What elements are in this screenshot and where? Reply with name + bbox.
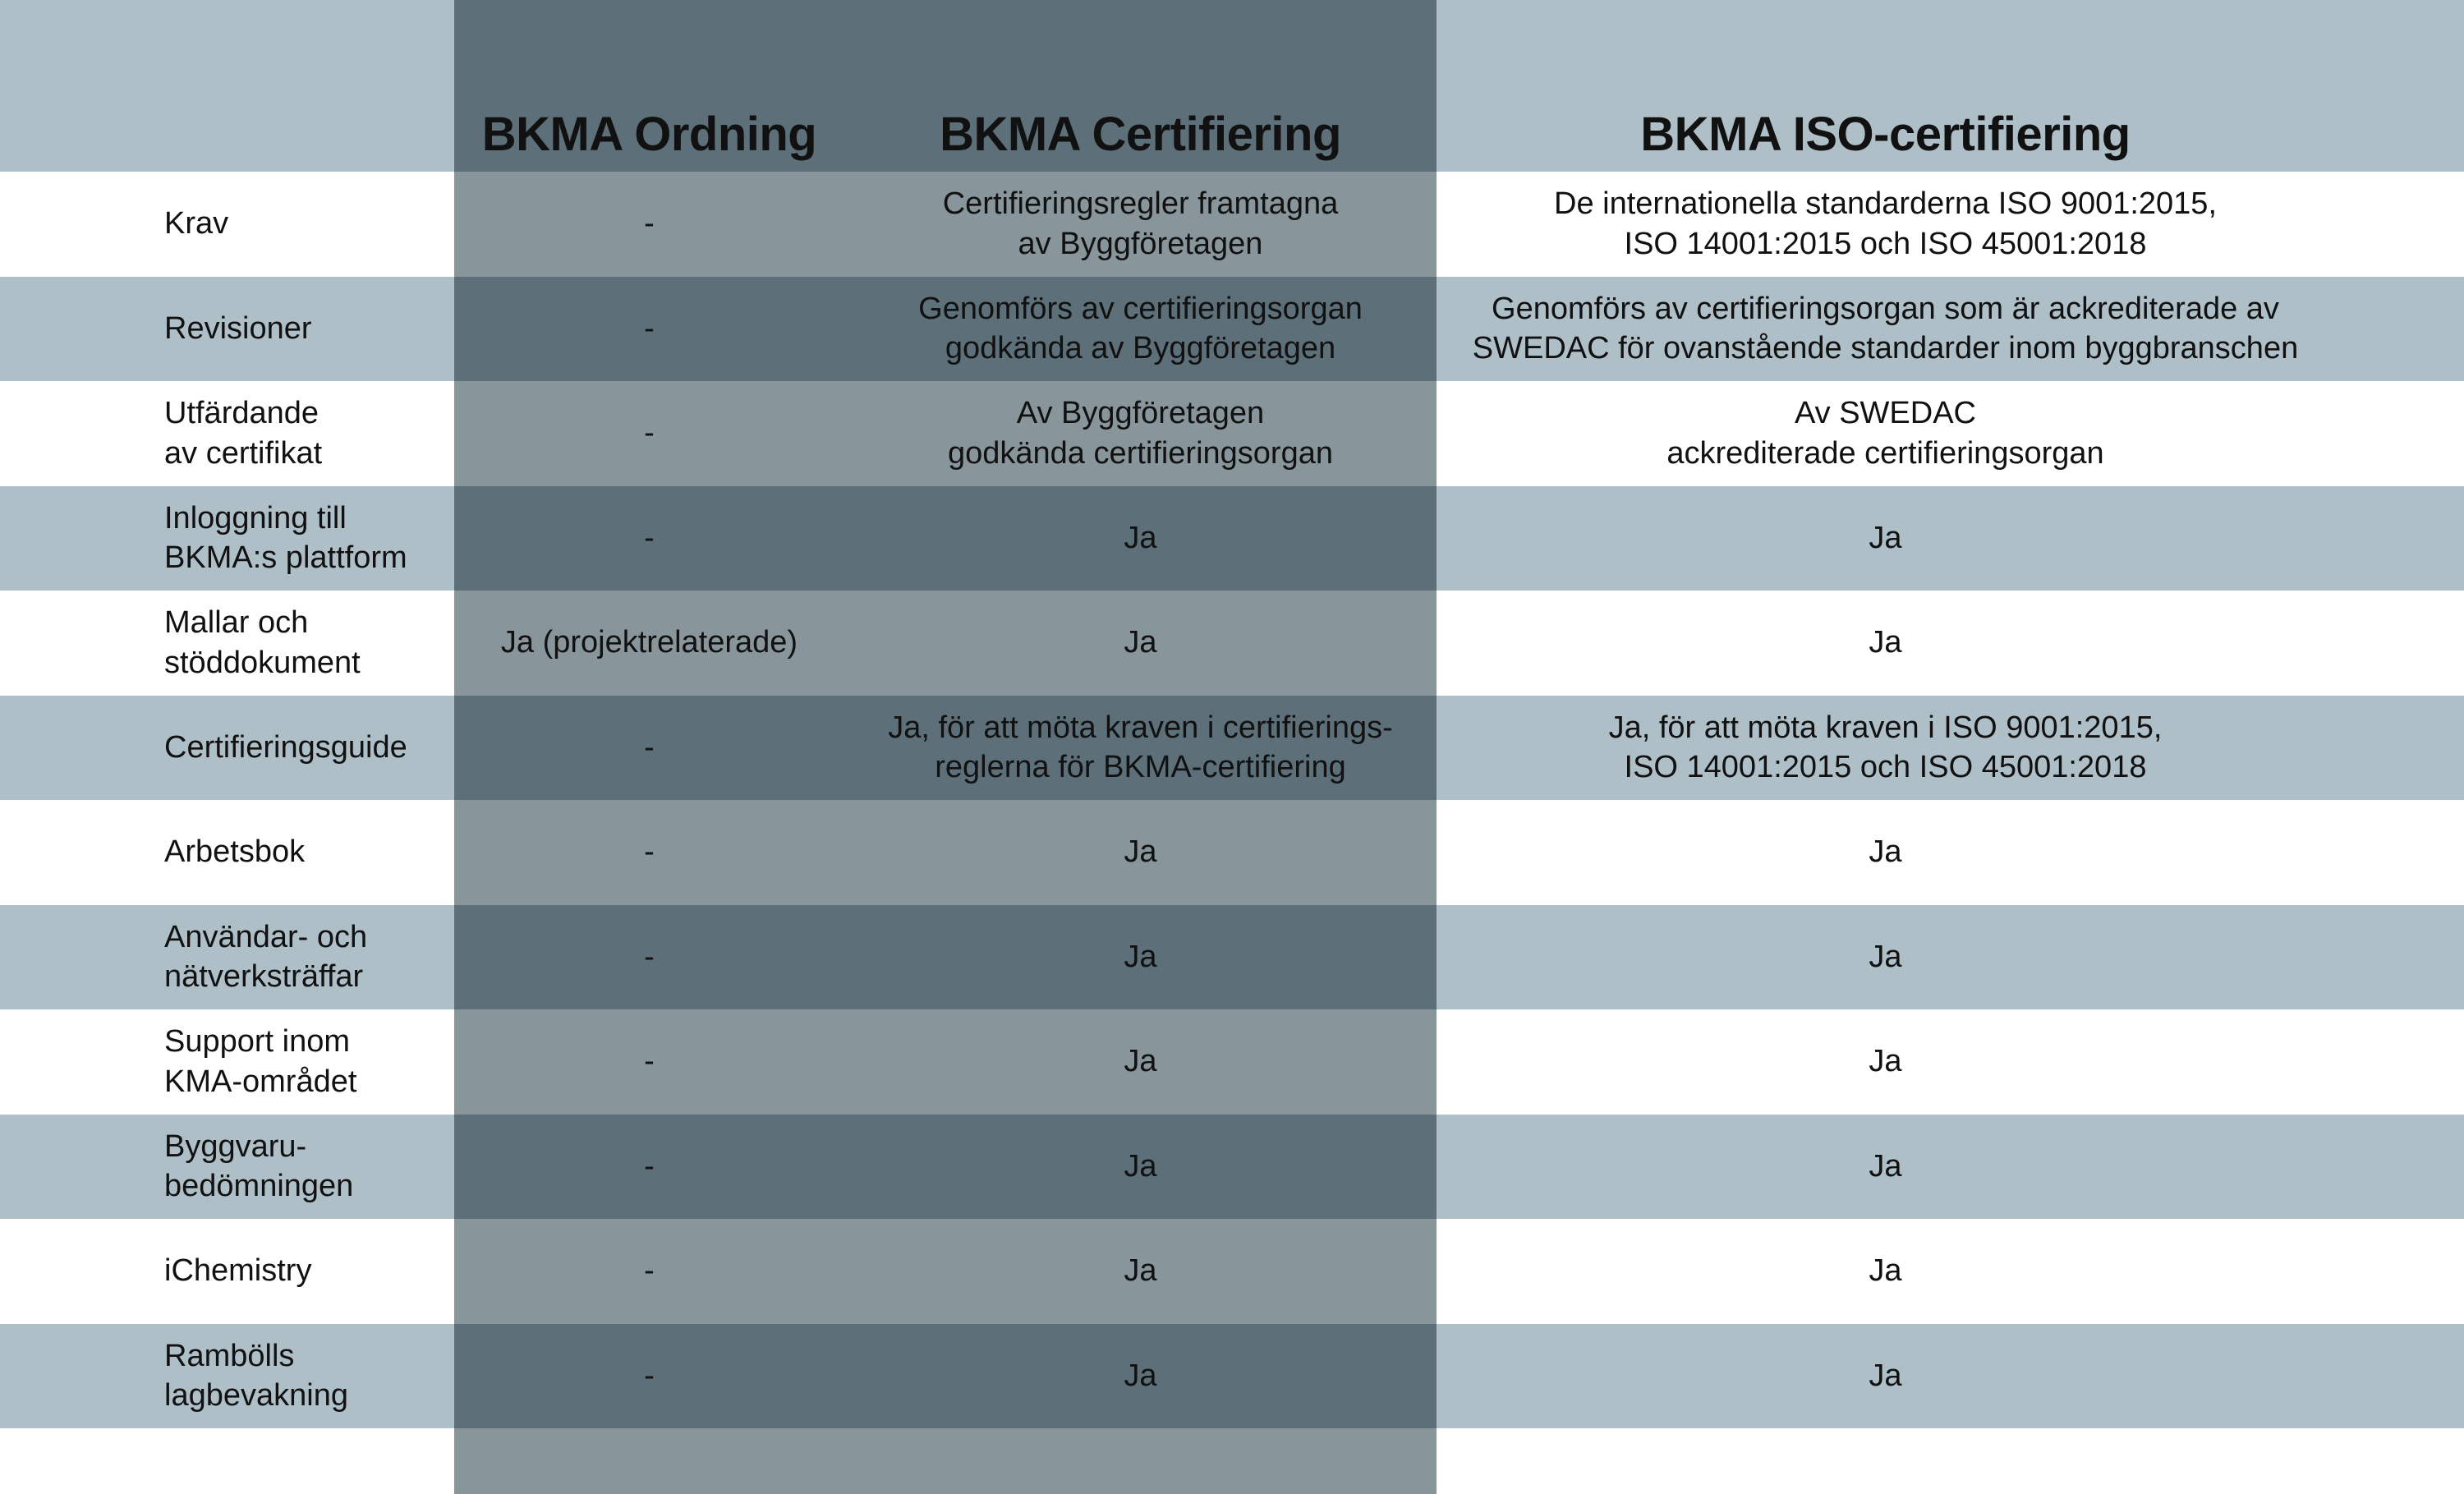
cell-iso: Av SWEDAC ackrediterade certifieringsorgan	[1666, 396, 2104, 471]
row-label: Inloggning till BKMA:s plattform	[164, 500, 407, 576]
cell-ordning: -	[644, 729, 655, 765]
cell-iso: Ja	[1869, 1044, 1902, 1079]
cell-iso: Genomförs av certifieringsorgan som är ackrediterade av SWEDAC för ovanstående standarder inom byggbranschen	[1472, 291, 2299, 366]
table-body	[0, 172, 2464, 1428]
table-row	[0, 172, 2464, 277]
table-row	[0, 277, 2464, 382]
table-row	[0, 381, 2464, 486]
cell-iso: Ja	[1869, 520, 1902, 555]
row-label: Krav	[164, 206, 229, 241]
cell-ordning: -	[644, 520, 655, 555]
cell-certifiering: Genomförs av certifieringsorgan godkända av Byggföretagen	[918, 291, 1363, 366]
cell-certifiering: Ja	[1124, 1253, 1157, 1289]
cell-certifiering: Ja	[1124, 834, 1157, 870]
row-label: Certifieringsguide	[164, 729, 407, 765]
table-row	[0, 1324, 2464, 1429]
cell-ordning: -	[644, 939, 655, 974]
header-iso: BKMA ISO-certifiering	[1640, 107, 2131, 161]
cell-iso: Ja	[1869, 1148, 1902, 1184]
row-label: Användar- och nätverksträffar	[164, 919, 368, 995]
cell-ordning: -	[644, 310, 655, 346]
cell-ordning: -	[644, 1148, 655, 1184]
cell-ordning: -	[644, 416, 655, 451]
cell-certifiering: Ja	[1124, 939, 1157, 974]
table-row	[0, 1009, 2464, 1115]
table-header	[0, 0, 2464, 172]
row-label: Arbetsbok	[164, 834, 306, 870]
header-certifiering: BKMA Certifiering	[940, 107, 1341, 161]
cell-ordning: -	[644, 206, 655, 241]
row-label: Revisioner	[164, 310, 312, 346]
cell-iso: Ja, för att möta kraven i ISO 9001:2015, ISO 14001:2015 och ISO 45001:2018	[1608, 710, 2163, 785]
row-label: Mallar och stöddokument	[164, 605, 361, 680]
cell-certifiering: Ja	[1124, 625, 1157, 660]
cell-iso: Ja	[1869, 1358, 1902, 1393]
cell-certifiering: Ja	[1124, 1358, 1157, 1393]
cell-iso: Ja	[1869, 1253, 1902, 1289]
cell-certifiering: Ja, för att möta kraven i certifierings- reglerna för BKMA-certifiering	[888, 710, 1393, 785]
table-row	[0, 800, 2464, 905]
row-label: Utfärdande av certifikat	[164, 396, 323, 471]
header-ordning: BKMA Ordning	[481, 107, 817, 161]
cell-certifiering: Ja	[1124, 1148, 1157, 1184]
cell-iso: Ja	[1869, 625, 1902, 660]
cell-ordning: -	[644, 834, 655, 870]
cell-ordning: -	[644, 1358, 655, 1393]
cell-certifiering: Ja	[1124, 520, 1157, 555]
table-row	[0, 486, 2464, 591]
cell-ordning: Ja (projektrelaterade)	[500, 625, 798, 660]
cell-certifiering: Av Byggföretagen godkända certifieringsorgan	[948, 396, 1333, 471]
cell-ordning: -	[644, 1044, 655, 1079]
cell-certifiering: Certifieringsregler framtagna av Byggföretagen	[942, 186, 1339, 261]
cell-certifiering: Ja	[1124, 1044, 1157, 1079]
cell-ordning: -	[644, 1253, 655, 1289]
table-row	[0, 696, 2464, 801]
row-label: Byggvaru- bedömningen	[164, 1129, 354, 1204]
table-row	[0, 1219, 2464, 1324]
row-label: Rambölls lagbevakning	[164, 1338, 348, 1414]
row-label: iChemistry	[164, 1253, 312, 1289]
table-row	[0, 905, 2464, 1010]
cell-iso: Ja	[1869, 834, 1902, 870]
cell-iso: De internationella standarderna ISO 9001:2015, ISO 14001:2015 och ISO 45001:2018	[1554, 186, 2217, 261]
cell-iso: Ja	[1869, 939, 1902, 974]
table-row	[0, 591, 2464, 696]
table-row	[0, 1115, 2464, 1220]
row-label: Support inom KMA-området	[164, 1024, 357, 1099]
